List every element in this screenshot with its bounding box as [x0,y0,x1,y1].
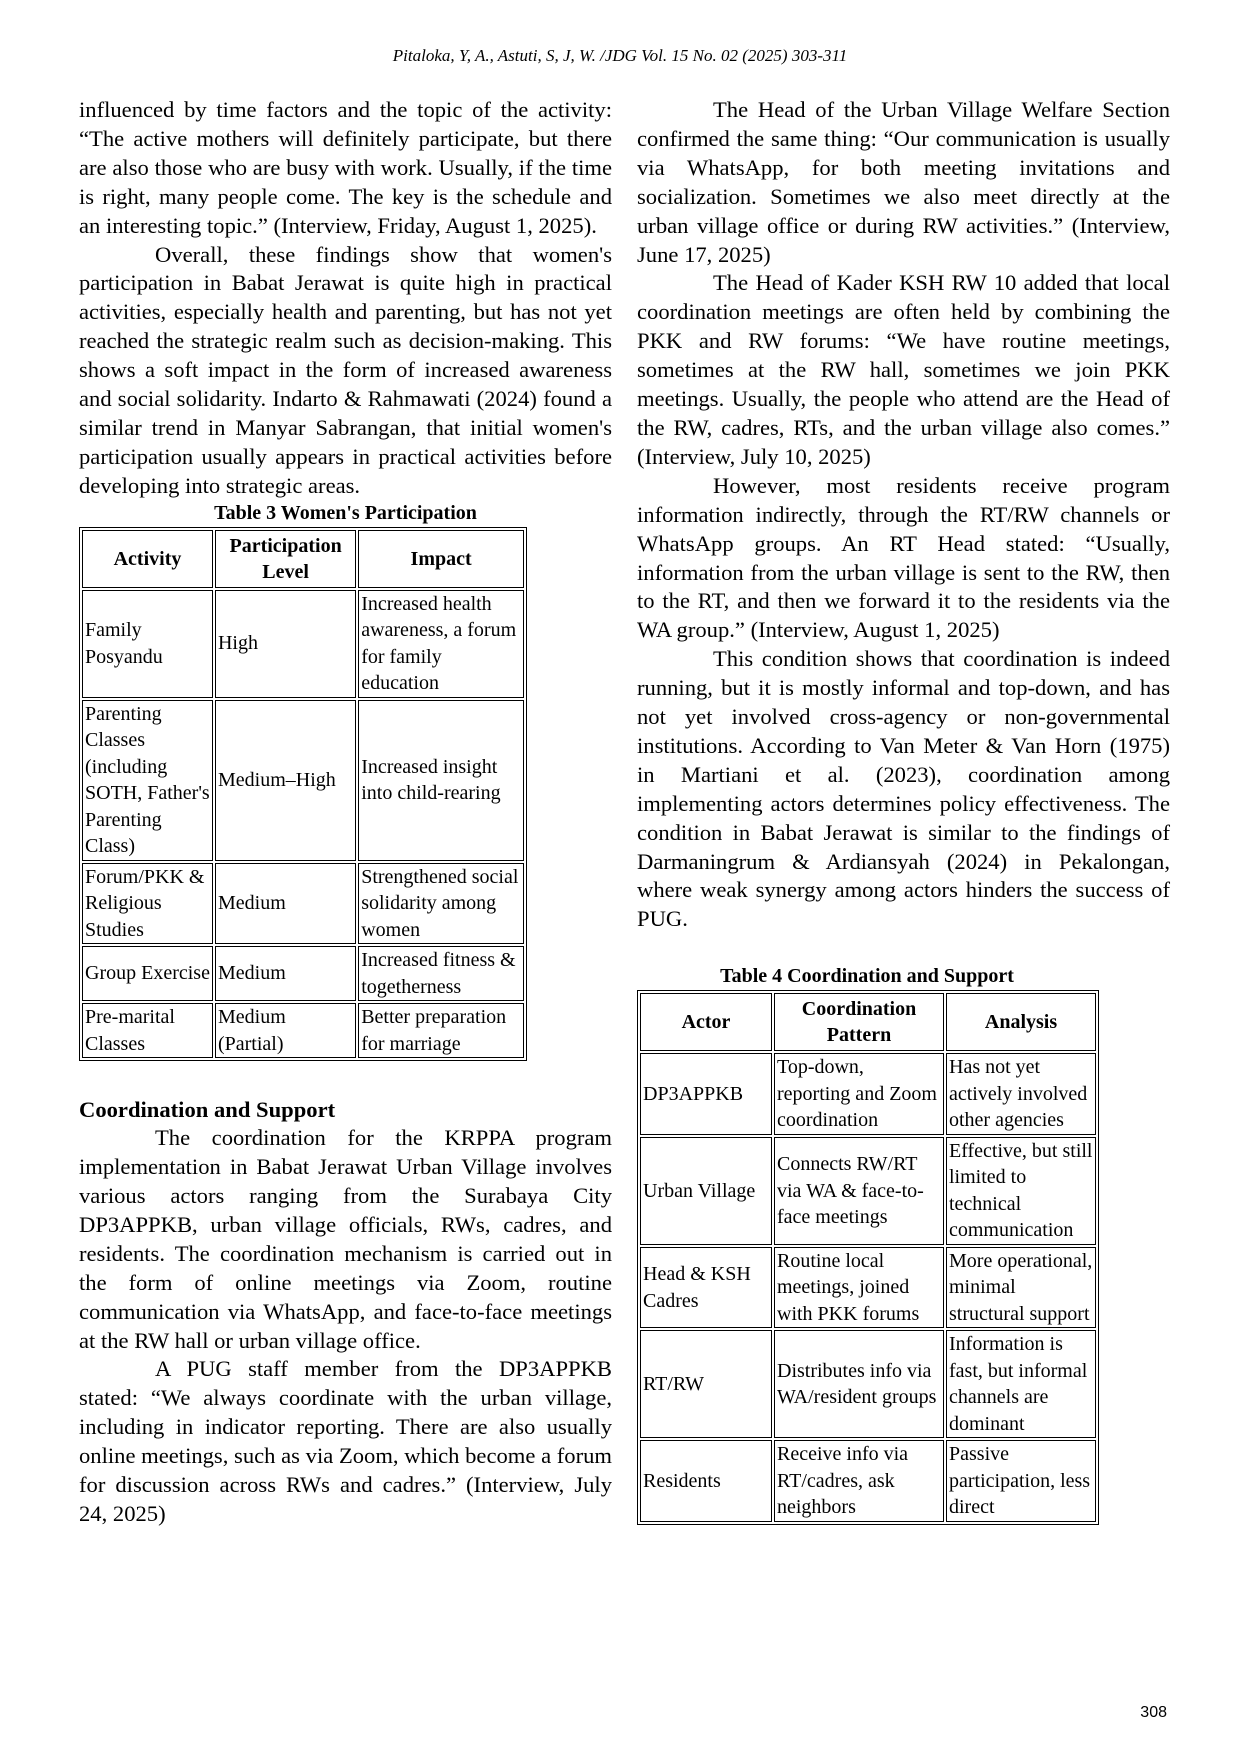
table3-row [82,863,524,945]
table4-cell: DP3APPKB [640,1053,772,1135]
table3-header-cell: Impact [358,530,524,588]
left-column [79,96,612,1529]
table4-caption: Table 4 Coordination and Support [720,965,1014,988]
left-paragraph-2: Overall, these findings show that women's participation in Babat Jerawat is quite high in practical activities, especially health and parenting, but has not yet reached the strategic realm such as decision-making. This shows a soft impact in the form of increased awareness and social solidarity. Indarto & Rahmawati (2024) found a similar trend in Manyar Sabrangan, that initial women's participation usually appears in practical activities before developing into strategic areas. [79,241,612,498]
table4-row [640,1440,1096,1522]
table4-cell: Head & KSH Cadres [640,1247,772,1329]
table4-cell: Routine local meetings, joined with PKK forums [774,1247,944,1329]
table4-cell: Urban Village [640,1137,772,1245]
table3-header-cell: Participation Level [215,530,356,588]
table4-cell: More operational, minimal structural support [946,1247,1096,1329]
right-paragraph-2: The Head of Kader KSH RW 10 added that local coordination meetings are often held by combining the PKK and RW forums: “We have routine meetings, sometimes at the RW hall, sometimes we join PKK meetings. Usually, the people who attend are the Head of the RW, cadres, RTs, and the urban village also comes.” (Interview, July 10, 2025) [637,270,1170,469]
table4-header-cell: Coordination Pattern [774,993,944,1051]
table3-womens-participation [79,527,527,1062]
table4-row [640,1137,1096,1245]
table3-cell: Forum/PKK & Religious Studies [82,863,213,945]
table3-cell: Increased fitness & togetherness [358,946,524,1001]
table4-cell: Connects RW/RT via WA & face-to-face meetings [774,1137,944,1245]
table3-row [82,700,524,861]
table3-row [82,1003,524,1058]
table4-cell: Passive participation, less direct [946,1440,1096,1522]
left-paragraph-3: The coordination for the KRPPA program implementation in Babat Jerawat Urban Village involves various actors ranging from the Surabaya City DP3APPKB, urban village officials, RWs, cadres, and residents. The coordination mechanism is carried out in the form of online meetings via Zoom, routine communication via WhatsApp, and face-to-face meetings at the RW hall or urban village office. [79,1125,612,1353]
table3-cell: Medium [215,863,356,945]
right-paragraph-4: This condition shows that coordination is indeed running, but it is mostly informal and top-down, and has not yet involved cross-agency or non-governmental institutions. According to Van Meter & Van Horn (1975) in Martiani et al. (2023), coordination among implementing actors determines policy effectiveness. The condition in Babat Jerawat is similar to the findings of Darmaningrum & Ardiansyah (2024) in Pekalongan, where weak synergy among actors hinders the success of PUG. [637,646,1170,932]
left-paragraph-1: influenced by time factors and the topic of the activity: “The active mothers will definitely participate, but there are also those who are busy with work. Usually, if the time is right, many people come. The key is the schedule and an interesting topic.” (Interview, Friday, August 1, 2025). [79,97,612,238]
table4-cell: Receive info via RT/cadres, ask neighbors [774,1440,944,1522]
table4-row [640,1053,1096,1135]
table3-cell: Pre-marital Classes [82,1003,213,1058]
running-head: Pitaloka, Y, A., Astuti, S, J, W. /JDG Vol. 15 No. 02 (2025) 303-311 [392,46,848,65]
table3-cell: Better preparation for marriage [358,1003,524,1058]
table3-cell: Parenting Classes (including SOTH, Father's Parenting Class) [82,700,213,861]
table4-cell: Information is fast, but informal channels are dominant [946,1330,1096,1438]
table3-header-row [82,530,524,588]
table3-row [82,946,524,1001]
table4-row [640,1330,1096,1438]
table3-header-cell: Activity [82,530,213,588]
table4-cell: Effective, but still limited to technical communication [946,1137,1096,1245]
right-column [637,96,1170,1525]
table4-row [640,1247,1096,1329]
table3-cell: Group Exercise [82,946,213,1001]
table3-cell: Medium–High [215,700,356,861]
table3-row [82,590,524,698]
table3-cell: Increased insight into child-rearing [358,700,524,861]
right-paragraph-3: However, most residents receive program information indirectly, through the RT/RW channels or WhatsApp groups. An RT Head stated: “Usually, information from the urban village is sent to the RW, then to the RT, and then we forward it to the residents via the WA group.” (Interview, August 1, 2025) [637,472,1170,643]
table3-cell: Increased health awareness, a forum for family education [358,590,524,698]
table4-cell: Distributes info via WA/resident groups [774,1330,944,1438]
table4-cell: Residents [640,1440,772,1522]
page-number: 308 [1140,1704,1167,1721]
right-paragraph-1: The Head of the Urban Village Welfare Section confirmed the same thing: “Our communication is usually via WhatsApp, for both meeting invitations and socialization. Sometimes we also meet directly at the urban village office or during RW activities.” (Interview, June 17, 2025) [637,97,1170,267]
table3-cell: Strengthened social solidarity among women [358,863,524,945]
table4-header-row [640,993,1096,1051]
table4-cell: RT/RW [640,1330,772,1438]
table4-cell: Top-down, reporting and Zoom coordination [774,1053,944,1135]
table3-cell: High [215,590,356,698]
table4-header-cell: Analysis [946,993,1096,1051]
table4-coordination-support [637,990,1099,1525]
section-heading: Coordination and Support [79,1097,336,1123]
table3-cell: Medium (Partial) [215,1003,356,1058]
left-paragraph-4: A PUG staff member from the DP3APPKB stated: “We always coordinate with the urban village, including in indicator reporting. There are also usually online meetings, such as via Zoom, which become a forum for discussion across RWs and cadres.” (Interview, July 24, 2025) [79,1356,612,1526]
table3-caption: Table 3 Women's Participation [214,501,477,524]
table3-cell: Medium [215,946,356,1001]
table3-cell: Family Posyandu [82,590,213,698]
table4-header-cell: Actor [640,993,772,1051]
table4-cell: Has not yet actively involved other agencies [946,1053,1096,1135]
